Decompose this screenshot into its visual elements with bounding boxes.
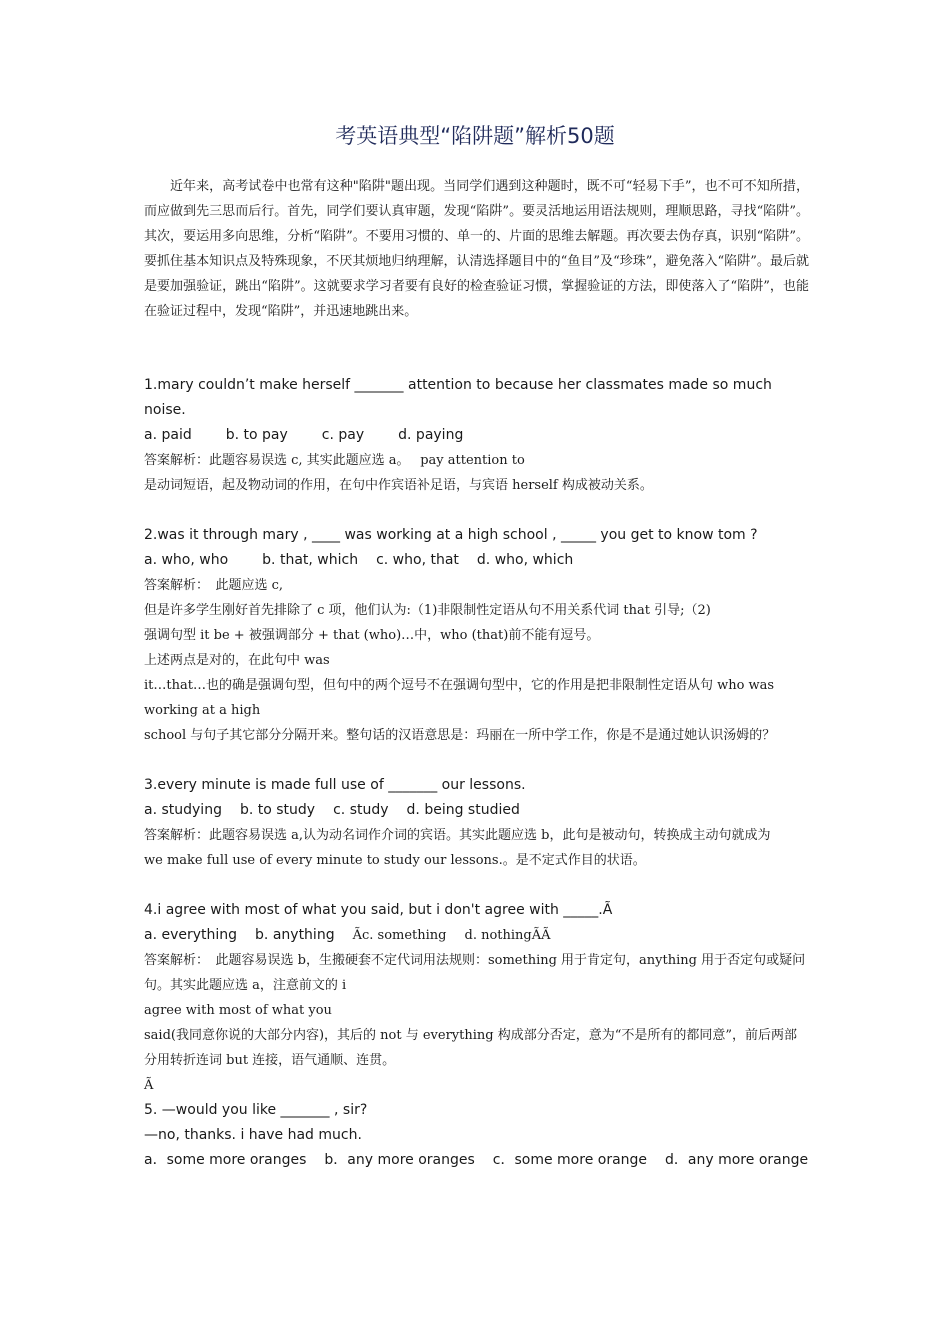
answer-explanation: 强调句型 it be + 被强调部分 + that (who)…中，who (that)前不能有逗号。 — [144, 628, 600, 643]
page-title: 考英语典型“陷阱题”解析50题 — [335, 124, 615, 148]
question-4 — [144, 898, 809, 1098]
answer-explanation: Ã — [144, 1078, 154, 1093]
answer-explanation: 答案解析：此题容易误选 a,认为动名词作介词的宾语。其实此题应选 b，此句是被动句，转换成主动句就成为 — [144, 828, 771, 843]
question-options — [144, 798, 809, 823]
question-stem: 3.every minute is made full use of _______ our lessons. — [144, 777, 526, 793]
option-c: c. pay — [321, 427, 365, 443]
question-stem: 5. —would you like _______ , sir? — [144, 1102, 368, 1118]
question-list — [144, 373, 809, 1173]
option-c: c. who, that — [376, 552, 459, 568]
intro-paragraph: 近年来，高考试卷中也常有这种"陷阱"题出现。当同学们遇到这种题时，既不可“轻易下手”，也不可不知所措，而应做到先三思而后行。首先，同学们要认真审题，发现“陷阱”。要灵活地运用语法规则，理顺思路，寻找“陷阱”。其次，要运用多向思维，分析“陷阱”。不要用习惯的、单一的、片面的思维去解题。再次要去伪存真，识别“陷阱”。要抓住基本知识点及特殊现象，不厌其烦地归纳理解，认清选择题目中的“鱼目”及“珍珠”，避免落入“陷阱”。最后就是要加强验证，跳出“陷阱”。这就要求学习者要有良好的检查验证习惯，掌握验证的方法，即使落入了“陷阱”，也能在验证过程中，发现“陷阱”，并迅速地跳出来。 — [144, 179, 809, 319]
question-1 — [144, 373, 809, 498]
option-b: b. to study — [239, 802, 316, 818]
answer-explanation: we make full use of every minute to study our lessons.。是不定式作目的状语。 — [144, 853, 646, 868]
question-5 — [144, 1098, 809, 1173]
answer-explanation: 但是许多学生刚好首先排除了 c 项，他们认为:（1)非限制性定语从句不用关系代词 that 引导;（2) — [144, 603, 711, 618]
answer-explanation: 上述两点是对的，在此句中 was — [144, 653, 330, 668]
option-b: b．any more oranges — [324, 1152, 475, 1168]
question-stem: 1.mary couldn’t make herself _______ attention to because her classmates made so much noise. — [144, 377, 772, 418]
answer-explanation: it…that…也的确是强调句型，但句中的两个逗号不在强调句型中，它的作用是把非限制性定语从句 who was working at a high — [144, 678, 775, 718]
question-reply: —no, thanks. i have had much. — [144, 1127, 362, 1143]
option-d: d. being studied — [406, 802, 520, 818]
option-b: b. to pay — [225, 427, 288, 443]
option-d: d. who, which — [476, 552, 574, 568]
option-a: a．some more oranges — [144, 1152, 307, 1168]
answer-explanation: said(我同意你说的大部分内容)，其后的 not 与 everything 构成部分否定，意为“不是所有的都同意”，前后两部分用转折连词 but 连接，语气通顺、连贯。 — [144, 1028, 798, 1068]
question-stem: 2.was it through mary , ____ was working at a high school , _____ you get to know tom ? — [144, 527, 758, 543]
option-c: c. study — [333, 802, 389, 818]
question-options — [144, 423, 809, 448]
option-a: a. paid — [144, 427, 192, 443]
option-b: b. that, which — [262, 552, 359, 568]
answer-explanation: agree with most of what you — [144, 1003, 332, 1018]
option-a: a. who, who — [144, 552, 229, 568]
option-a: a. studying — [144, 802, 222, 818]
question-3 — [144, 773, 809, 873]
option-a: a. everything — [144, 927, 238, 943]
answer-explanation: 答案解析： 此题应选 c, — [144, 578, 284, 593]
answer-explanation: 是动词短语，起及物动词的作用，在句中作宾语补足语，与宾语 herself 构成被动关系。 — [144, 478, 653, 493]
option-d: d. paying — [398, 427, 464, 443]
question-2 — [144, 523, 809, 748]
answer-explanation: 答案解析：此题容易误选 c, 其实此题应选 a。 pay attention to — [144, 453, 525, 468]
question-options — [144, 923, 809, 948]
answer-explanation: school 与句子其它部分分隔开来。整句话的汉语意思是：玛丽在一所中学工作，你是不是通过她认识汤姆的？ — [144, 728, 776, 743]
option-b: b. anything — [255, 927, 335, 943]
question-options — [144, 548, 809, 573]
option-c: Ãc. something — [352, 928, 447, 943]
option-d: d．any more orange — [665, 1152, 809, 1168]
option-d: d. nothingÃÃ — [464, 928, 551, 943]
question-stem: 4.i agree with most of what you said, but i don't agree with _____.Ã — [144, 902, 613, 918]
question-options — [144, 1148, 809, 1173]
option-c: c．some more orange — [492, 1152, 648, 1168]
answer-explanation: 答案解析： 此题容易误选 b，生搬硬套不定代词用法规则：something 用于肯定句，anything 用于否定句或疑问句。其实此题应选 a，注意前文的 i — [144, 953, 806, 993]
